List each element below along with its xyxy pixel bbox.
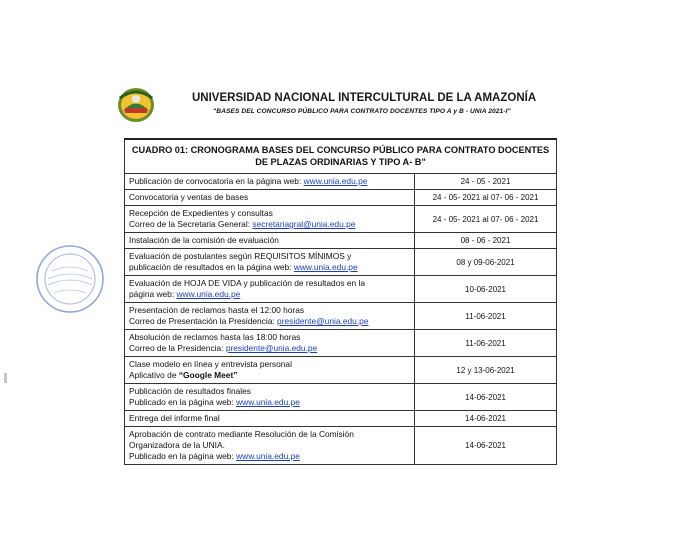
activity-cell <box>125 190 415 206</box>
date-cell: 14-06-2021 <box>415 384 557 411</box>
table-row <box>125 174 557 190</box>
date-cell: 24 - 05- 2021 al 07- 06 - 2021 <box>415 190 557 206</box>
table-row <box>125 303 557 330</box>
date-cell: 24 - 05- 2021 al 07- 06 - 2021 <box>415 206 557 233</box>
date-cell: 11-06-2021 <box>415 303 557 330</box>
website-link[interactable]: www.unia.edu.pe <box>293 262 358 272</box>
website-link[interactable]: www.unia.edu.pe <box>176 289 241 299</box>
activity-text: Evaluación de postulantes según REQUISITOS MÍNIMOS y <box>129 251 352 261</box>
activity-text: Publicación de resultados finales <box>129 386 251 396</box>
activity-cell <box>125 233 415 249</box>
date-cell: 14-06-2021 <box>415 427 557 465</box>
date-cell: 10-06-2021 <box>415 276 557 303</box>
date-cell: 11-06-2021 <box>415 330 557 357</box>
activity-cell <box>125 384 415 411</box>
activity-text: Clase modelo en línea y entrevista personal <box>129 359 292 369</box>
table-row <box>125 357 557 384</box>
activity-text: publicación de resultados en la página web: <box>129 262 294 272</box>
activity-cell <box>125 206 415 233</box>
table-row <box>125 276 557 303</box>
document-subtitle: "BASES DEL CONCURSO PÚBLICO PARA CONTRATO DOCENTES TIPO A y B - UNIA 2021-I" <box>213 108 511 115</box>
activity-text: Absolución de reclamos hasta las 18:00 horas <box>129 332 301 342</box>
website-link[interactable]: www.unia.edu.pe <box>236 451 300 461</box>
university-logo <box>116 84 156 124</box>
activity-text: Correo de la Secretaria General: <box>129 219 253 229</box>
table-row <box>125 233 557 249</box>
date-cell: 08 - 06 - 2021 <box>415 233 557 249</box>
activity-text: Presentación de reclamos hasta el 12:00 horas <box>129 305 305 315</box>
margin-mark <box>4 373 7 383</box>
email-link[interactable]: secretariagral@unia.edu.pe <box>252 219 356 229</box>
activity-text: Correo de Presentación la Presidencia: <box>129 316 278 326</box>
email-link[interactable]: presidente@unia.edu.pe <box>277 316 369 326</box>
table-heading: CUADRO 01: CRONOGRAMA BASES DEL CONCURSO PÚBLICO PARA CONTRATO DOCENTES DE PLAZAS ORDINARIAS Y TIPO A- B" <box>125 139 557 174</box>
table-row <box>125 384 557 411</box>
activity-cell <box>125 276 415 303</box>
activity-text: página web: <box>129 289 177 299</box>
table-row <box>125 330 557 357</box>
activity-cell <box>125 411 415 427</box>
university-title: UNIVERSIDAD NACIONAL INTERCULTURAL DE LA AMAZONÍA <box>192 92 537 104</box>
activity-text: Convocatoria y ventas de bases <box>129 192 249 202</box>
app-name: “Google Meet” <box>178 370 238 380</box>
activity-cell <box>125 303 415 330</box>
table-row <box>125 190 557 206</box>
date-cell: 12 y 13-06-2021 <box>415 357 557 384</box>
table-row <box>125 249 557 276</box>
activity-text: Publicación de convocatoria en la página web: <box>129 176 304 186</box>
activity-text: Aprobación de contrato mediante Resolución de la Comisión <box>129 429 354 439</box>
date-cell: 24 - 05 - 2021 <box>415 174 557 190</box>
date-cell: 08 y 09-06-2021 <box>415 249 557 276</box>
email-link[interactable]: presidente@unia.edu.pe <box>225 343 318 353</box>
schedule-table <box>124 138 557 465</box>
activity-text: Entrega del informe final <box>129 413 220 423</box>
activity-text: Publicado en la página web: <box>129 397 237 407</box>
activity-cell <box>125 249 415 276</box>
website-link[interactable]: www.unia.edu.pe <box>303 176 368 186</box>
activity-text: Organizadora de la UNIA. <box>129 440 225 450</box>
table-row <box>125 427 557 465</box>
activity-text: Publicado en la página web: <box>129 451 237 461</box>
table-row <box>125 206 557 233</box>
activity-text: Recepción de Expedientes y consultas <box>129 208 273 218</box>
official-seal-stamp <box>34 243 106 315</box>
table-heading-row <box>125 139 557 174</box>
website-link[interactable]: www.unia.edu.pe <box>236 397 300 407</box>
activity-text: Correo de la Presidencia: <box>129 343 226 353</box>
activity-text: Evaluación de HOJA DE VIDA y publicación de resultados en la <box>129 278 366 288</box>
activity-cell <box>125 427 415 465</box>
activity-cell <box>125 357 415 384</box>
activity-text: Instalación de la comisión de evaluación <box>129 235 279 245</box>
activity-cell <box>125 174 415 190</box>
activity-text: Aplicativo de <box>129 370 179 380</box>
table-row <box>125 411 557 427</box>
activity-cell <box>125 330 415 357</box>
date-cell: 14-06-2021 <box>415 411 557 427</box>
